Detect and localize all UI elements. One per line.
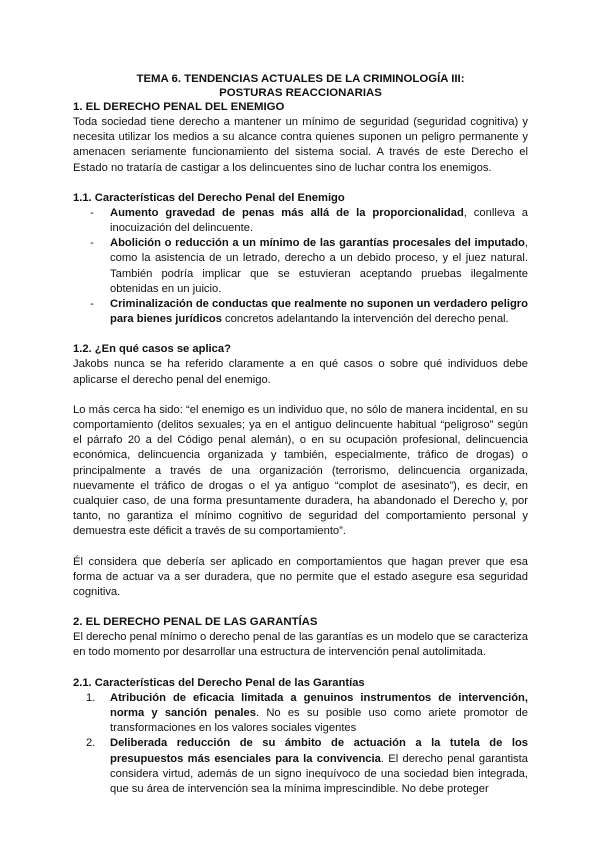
section-2-1-heading: 2.1. Características del Derecho Penal de las Garantías bbox=[73, 676, 365, 689]
list-item: - Aumento gravedad de penas más allá de la proporcionalidad, conlleva a inocuización del delincuente. bbox=[110, 206, 528, 236]
document-title bbox=[73, 72, 528, 100]
section-1-heading: 1. EL DERECHO PENAL DEL ENEMIGO bbox=[73, 101, 285, 113]
section-1-1-list bbox=[73, 206, 528, 328]
section-1-2-heading: 1.2. ¿En qué casos se aplica? bbox=[73, 343, 231, 356]
section-2-intro: El derecho penal mínimo o derecho penal de las garantías es un modelo que se caracteriza en todo momento por desarrollar una estructura de intervención penal autolimitada. bbox=[73, 631, 528, 659]
list-item: 2. Deliberada reducción de su ámbito de actuación a la tutela de los presupuestos más esenciales para la convivencia. El derecho penal garantista considera virtud, además de un signo inequívoco de una sociedad bien integrada, que su área de intervención sea la mínima imprescindible. No debe proteger bbox=[86, 737, 528, 795]
list-item: - Criminalización de conductas que realmente no suponen un verdadero peligro para bienes jurídicos concretos adelantando la intervención del derecho penal. bbox=[110, 297, 528, 327]
list-item: - Abolición o reducción a un mínimo de las garantías procesales del imputado, como la asistencia de un letrado, derecho a un debido proceso, y el juez natural. También podría implicar que se estuvieran aceptando pruebas ilegalmente obtenidas en un juicio. bbox=[110, 236, 528, 297]
section-2-heading: 2. EL DERECHO PENAL DE LAS GARANTÍAS bbox=[73, 616, 318, 629]
section-2-1-list bbox=[73, 691, 528, 797]
section-1-2-paragraph-1: Jakobs nunca se ha referido claramente a en qué casos o sobre qué individuos debe aplicarse el derecho penal del enemigo. bbox=[73, 358, 528, 386]
section-1-1-heading: 1.1. Características del Derecho Penal del Enemigo bbox=[73, 191, 345, 204]
section-1-2-paragraph-2: Lo más cerca ha sido: “el enemigo es un individuo que, no sólo de manera incidental, en su comportamiento (delitos sexuales; ya en el antiguo delincuente habitual “peligroso” según el párrafo 20 a del Código penal alemán), o en su ocupación profesional, delincuencia económica, delincuencia organizada y también, especialmente, tráfico de drogas) o principalmente a través de una organización (terrorismo, delincuencia organizada, nuevamente el tráfico de drogas o el ya antiguo “complot de asesinato”), es decir, en cualquier caso, de una forma presuntamente duradera, ha abandonado el Derecho y, por tanto, no garantiza el mínimo cognitivo de seguridad del comportamiento personal y demuestra este déficit a través de su comportamiento”. bbox=[73, 403, 528, 538]
title-line-2: POSTURAS REACCIONARIAS bbox=[219, 87, 382, 99]
section-1-intro: Toda sociedad tiene derecho a mantener un mínimo de seguridad (seguridad cognitiva) y necesita utilizar los medios a su alcance contra quienes suponen un peligro permanente y amenacen seriamente funcionamiento del sistema social. A través de este Derecho el Estado no trataría de castigar a los delincuentes sino de luchar contra los enemigos. bbox=[73, 116, 528, 174]
list-item: 1. Atribución de eficacia limitada a genuinos instrumentos de intervención, norma y sanción penales. No es su posible uso como ariete promotor de transformaciones en los valores sociales vigentes bbox=[86, 691, 528, 735]
section-1-2-paragraph-3: Él considera que debería ser aplicado en comportamientos que hagan prever que esa forma de actuar va a ser duradera, que no permite que el estado asegure esa seguridad cognitiva. bbox=[73, 555, 528, 599]
title-line-1: TEMA 6. TENDENCIAS ACTUALES DE LA CRIMINOLOGÍA III: bbox=[136, 73, 465, 85]
